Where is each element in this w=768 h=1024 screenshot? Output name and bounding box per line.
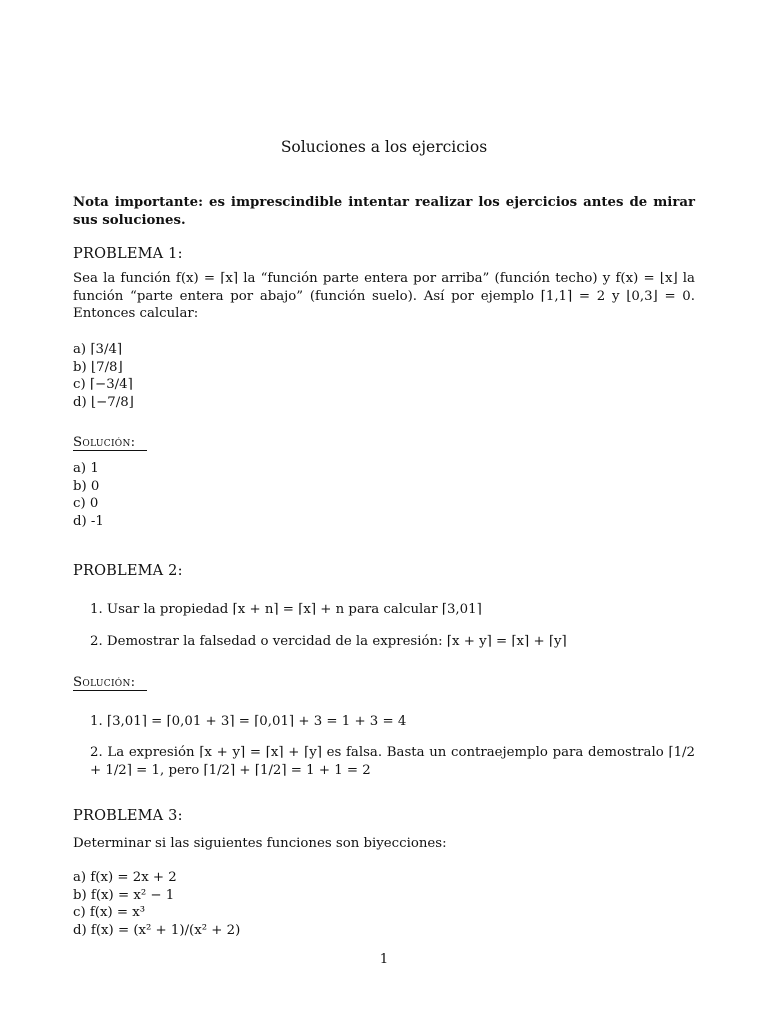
problem-1-solution-a: a) 1	[73, 461, 99, 476]
problem-1-item-b: b) ⌊7/8⌋	[73, 359, 123, 375]
problem-3-item-c: c) f(x) = x³	[73, 905, 146, 920]
problem-1-solution-d: d) -1	[73, 513, 104, 529]
problem-1-item-c: c) ⌈−3/4⌉	[73, 377, 133, 392]
problem-2-solution-2: 2. La expresión ⌈x + y⌉ = ⌈x⌉ + ⌈y⌉ es falsa. Basta un contraejemplo para demostralo ⌈1/2 + 1/2⌉ = 1, pero ⌈1/2⌉ + ⌈1/2⌉ = 1 + 1 = 2	[90, 745, 695, 778]
problem-1-solution-c: c) 0	[73, 496, 99, 511]
problem-2-item-1: 1. Usar la propiedad ⌈x + n⌉ = ⌈x⌉ + n para calcular ⌈3,01⌉	[90, 602, 482, 617]
problem-2-solution-label	[73, 675, 147, 690]
problem-3-item-a: a) f(x) = 2x + 2	[73, 870, 177, 885]
problem-3-heading: PROBLEMA 3:	[73, 808, 183, 824]
page-title: Soluciones a los ejercicios	[280, 138, 488, 156]
solution-label-text: Solución:	[73, 675, 147, 691]
solution-label-text: Solución:	[73, 435, 147, 451]
problem-1-solution-label	[73, 435, 147, 450]
problem-3-statement: Determinar si las siguientes funciones son biyecciones:	[73, 836, 447, 851]
problem-1-heading: PROBLEMA 1:	[73, 246, 183, 262]
problem-2-item-2: 2. Demostrar la falsedad o vercidad de la expresión: ⌈x + y⌉ = ⌈x⌉ + ⌈y⌉	[90, 634, 567, 649]
problem-1-item-d: d) ⌊−7/8⌋	[73, 394, 134, 410]
page-number: 1	[379, 952, 389, 967]
problem-2-solution-1: 1. ⌈3,01⌉ = ⌈0,01 + 3⌉ = ⌈0,01⌉ + 3 = 1 + 3 = 4	[90, 714, 407, 729]
problem-2-heading: PROBLEMA 2:	[73, 563, 183, 579]
important-note: Nota importante: es imprescindible intentar realizar los ejercicios antes de mirar sus soluciones.	[73, 195, 695, 228]
problem-3-item-b: b) f(x) = x² − 1	[73, 887, 175, 903]
problem-3-item-d: d) f(x) = (x² + 1)/(x² + 2)	[73, 922, 241, 938]
problem-1-statement: Sea la función f(x) = ⌈x⌉ la “función parte entera por arriba” (función techo) y f(x) = ⌊x⌋ la función “parte entera por abajo” (función suelo). Así por ejemplo ⌈1,1⌉ = 2 y ⌊0,3⌋ = 0. Entonces calcular:	[73, 271, 695, 321]
problem-1-item-a: a) ⌈3/4⌉	[73, 342, 123, 357]
problem-1-solution-b: b) 0	[73, 478, 100, 494]
